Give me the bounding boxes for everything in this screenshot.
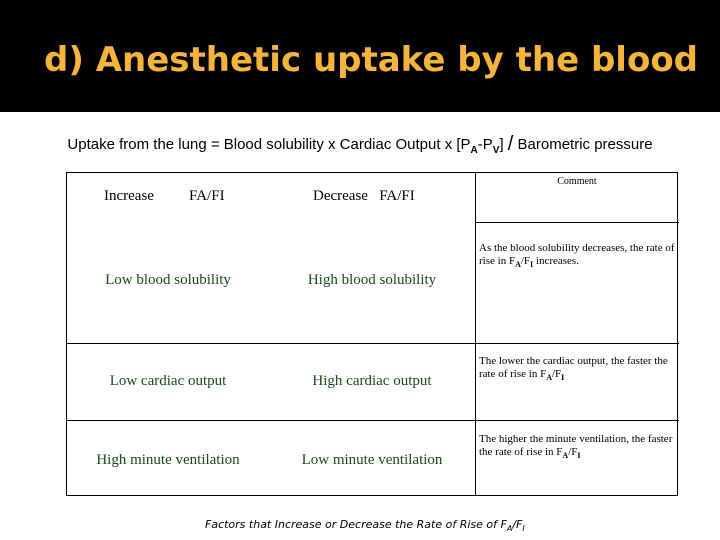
formula-sub-a: A xyxy=(470,145,478,156)
row3-comment-mid: /F xyxy=(568,446,578,458)
row-divider-comment-header xyxy=(475,222,679,223)
row1-comment xyxy=(479,242,675,271)
formula-close: ] xyxy=(499,136,504,153)
row3-comment-text: The higher the minute ventilation, the faster the rate of rise in F xyxy=(479,433,673,458)
slide-title: d) Anesthetic uptake by the blood xyxy=(44,40,699,80)
row2-increase: Low cardiac output xyxy=(109,373,227,389)
row1-decrease: High blood solubility xyxy=(307,272,437,288)
row3-decrease: Low minute ventilation xyxy=(301,452,443,468)
header-increase-ratio: FA/FI xyxy=(189,188,225,204)
row3-comment-sub1: A xyxy=(562,451,569,461)
formula-prefix: Uptake from the lung = Blood solubility x Cardiac Output x [P xyxy=(67,136,471,153)
uptake-formula xyxy=(0,133,720,156)
formula-slash: / xyxy=(507,133,514,155)
row1-comment-mid: /F xyxy=(520,255,531,267)
formula-sub-v: V xyxy=(492,145,500,156)
row2-comment-text: The lower the cardiac output, the faster the rate of rise in F xyxy=(479,355,668,380)
row2-comment-mid: /F xyxy=(551,368,562,380)
factors-table xyxy=(66,172,678,496)
header-decrease: Decrease FA/FI xyxy=(313,188,415,204)
caption-mid: /F xyxy=(512,518,523,531)
header-comment: Comment xyxy=(557,176,597,187)
row1-comment-post: increases. xyxy=(533,255,579,267)
row-divider-1 xyxy=(67,343,679,344)
row2-comment-sub2: I xyxy=(561,373,565,383)
formula-mid: -P xyxy=(477,136,493,153)
row3-increase: High minute ventilation xyxy=(96,452,240,468)
table-caption xyxy=(205,518,525,533)
formula-suffix: Barometric pressure xyxy=(517,136,653,153)
row2-decrease: High cardiac output xyxy=(312,373,432,389)
caption-sub1: A xyxy=(506,524,513,534)
row3-comment-sub2: I xyxy=(577,451,581,461)
row-divider-2 xyxy=(67,420,679,421)
row1-comment-text: As the blood solubility decreases, the rate of rise in F xyxy=(479,242,675,267)
caption-text: Factors that Increase or Decrease the Rate of Rise of F xyxy=(205,518,507,531)
row2-comment-sub1: A xyxy=(546,373,552,383)
row1-comment-sub2: I xyxy=(530,260,534,270)
caption-sub2: I xyxy=(522,524,525,534)
row2-comment xyxy=(479,355,675,384)
row1-increase: Low blood solubility xyxy=(105,272,231,288)
header-increase: Increase xyxy=(104,188,154,204)
row3-comment xyxy=(479,433,675,462)
row1-comment-sub1: A xyxy=(515,260,521,270)
